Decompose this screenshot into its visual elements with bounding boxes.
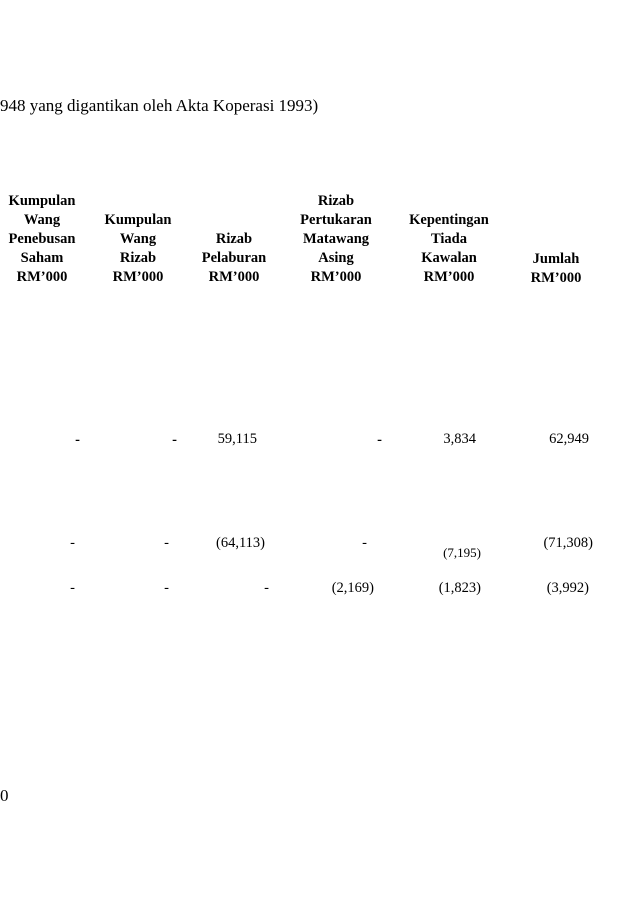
row2-reserve-fund: -: [164, 535, 169, 551]
row3-non-controlling-interest: (1,823): [438, 580, 481, 596]
row1-redemption-fund: -: [75, 432, 80, 448]
column-header-investment-reserve: [182, 230, 286, 287]
header-line: Penebusan: [8, 231, 76, 247]
row3-investment-reserve: -: [264, 580, 269, 596]
header-line: Pelaburan: [201, 250, 267, 266]
row3-total: (3,992): [546, 580, 589, 596]
row3-reserve-fund: -: [164, 580, 169, 596]
header-line: Rizab: [317, 193, 355, 209]
column-header-fx-reserve: [284, 192, 388, 287]
header-unit: RM’000: [423, 269, 475, 285]
row1-reserve-fund: -: [172, 432, 177, 448]
row3-fx-reserve: (2,169): [331, 580, 374, 596]
header-line: Jumlah: [532, 251, 580, 267]
header-line: Wang: [23, 212, 61, 228]
header-line: Pertukaran: [300, 212, 372, 228]
header-unit: RM’000: [16, 269, 68, 285]
row1-investment-reserve: 59,115: [217, 431, 257, 447]
footer-fragment: 0: [0, 786, 9, 805]
row2-investment-reserve: (64,113): [216, 535, 265, 551]
row3-redemption-fund: -: [70, 580, 75, 596]
header-unit: RM’000: [310, 269, 362, 285]
row1-total: 62,949: [549, 431, 589, 447]
row2-fx-reserve: -: [362, 535, 367, 551]
row1-fx-reserve: -: [377, 432, 382, 448]
header-line: Tiada: [430, 231, 467, 247]
header-line: Kawalan: [421, 250, 477, 266]
header-line: Wang: [119, 231, 157, 247]
statement-subtitle: 948 yang digantikan oleh Akta Koperasi 1993): [0, 96, 319, 115]
header-line: Kumpulan: [104, 212, 172, 228]
header-unit: RM’000: [530, 270, 582, 286]
header-unit: RM’000: [112, 269, 164, 285]
header-line: Saham: [20, 250, 64, 266]
column-header-redemption-fund: [0, 192, 94, 287]
row2-redemption-fund: -: [70, 535, 75, 551]
row1-non-controlling-interest: 3,834: [443, 431, 476, 447]
column-header-reserve-fund: [86, 211, 190, 287]
column-header-non-controlling-interest: [397, 211, 501, 287]
header-line: Kumpulan: [8, 193, 76, 209]
header-line: Matawang: [302, 231, 370, 247]
row2-total: (71,308): [543, 535, 593, 551]
row2-non-controlling-interest: (7,195): [443, 545, 481, 560]
column-header-total: [504, 250, 608, 288]
header-line: Asing: [318, 250, 354, 266]
header-line: Kepentingan: [409, 212, 489, 228]
header-line: Rizab: [119, 250, 157, 266]
header-unit: RM’000: [208, 269, 260, 285]
header-line: Rizab: [215, 231, 253, 247]
